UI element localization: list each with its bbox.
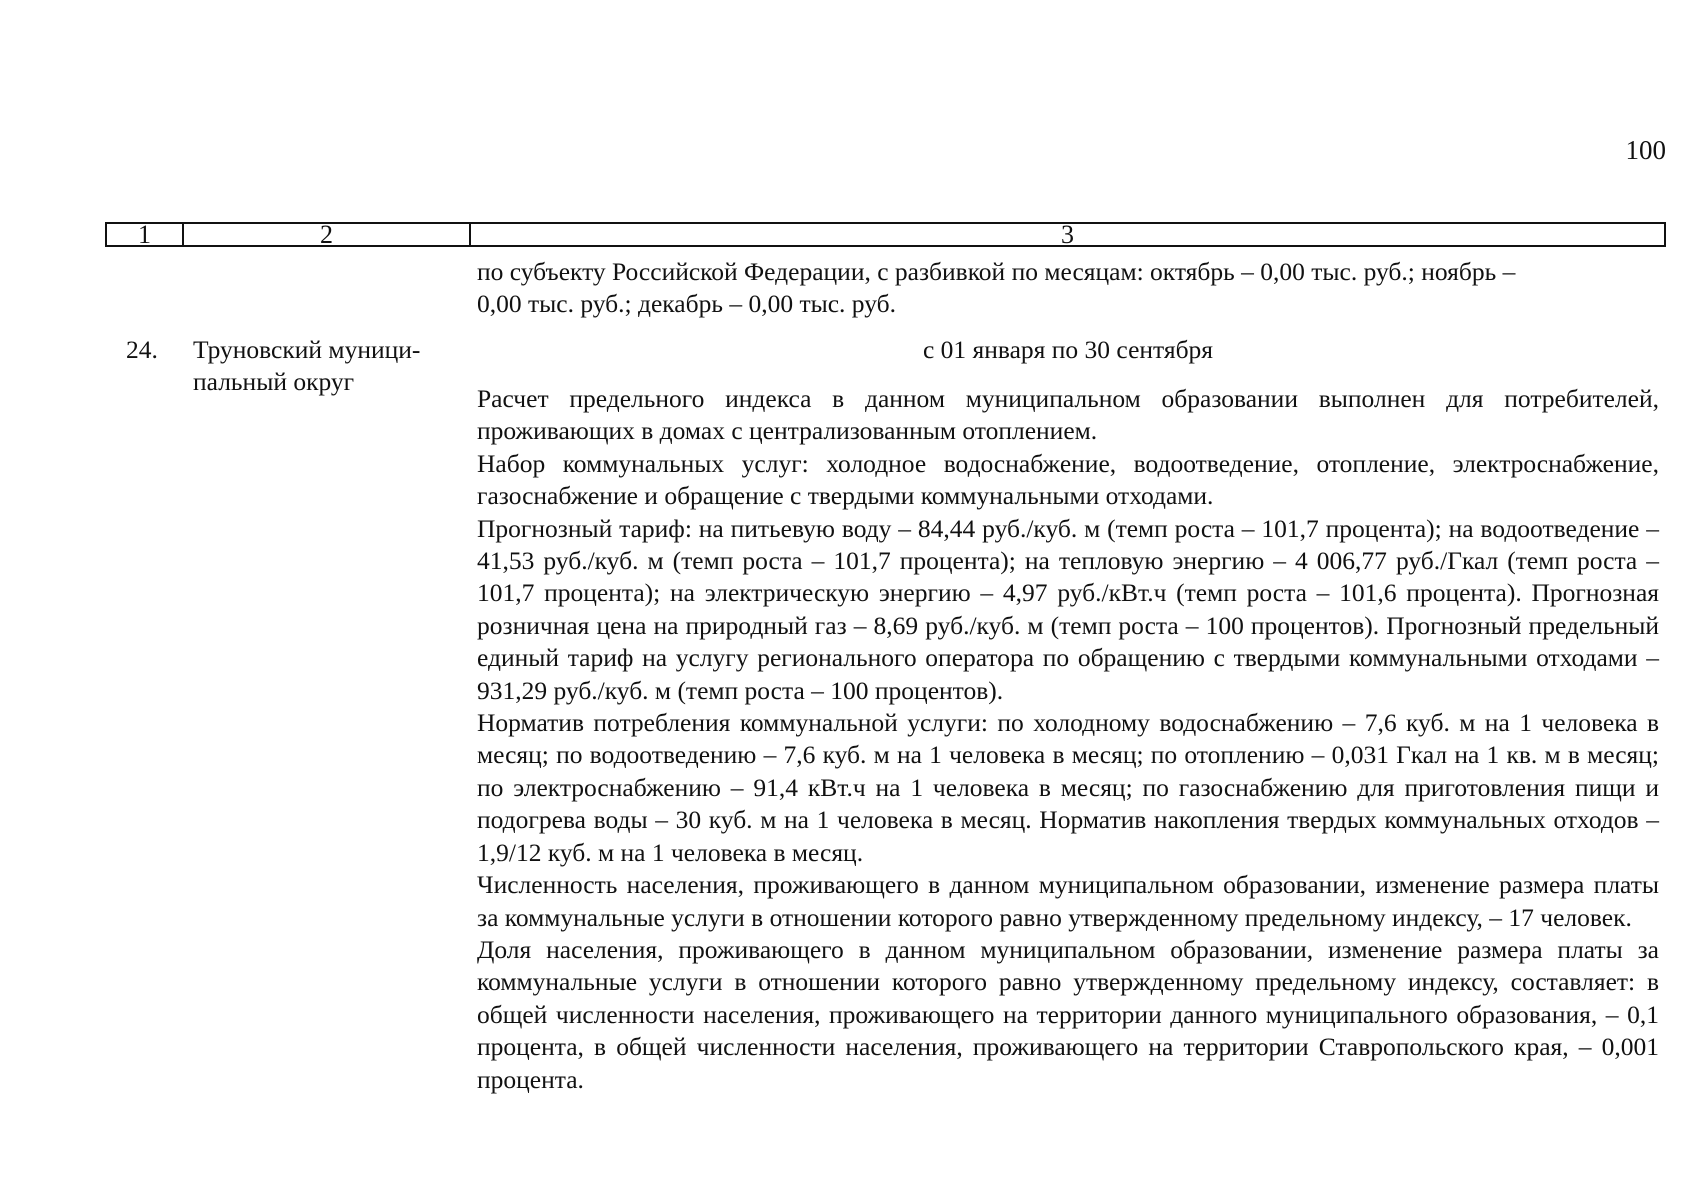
table-header-col-1: 1	[107, 224, 184, 245]
page-number: 100	[1625, 135, 1666, 165]
continuation-line: по субъекту Российской Федерации, с разбивкой по месяцам: октябрь – 0,00 тыс. руб.; ноябрь –	[477, 257, 1516, 286]
table-header-col-3: 3	[1061, 220, 1074, 249]
paragraph-calculation: Расчет предельного индекса в данном муниципальном образовании выполнен для потребителей, проживающих в домах с централизованным отоплением.	[477, 384, 1659, 446]
paragraph-services: Набор коммунальных услуг: холодное водоснабжение, водоотведение, отопление, электроснабжение, газоснабжение и обращение с твердыми коммунальными отходами.	[477, 448, 1659, 511]
municipality-name-line: Труновский муници-	[193, 335, 421, 364]
table-header-row	[105, 222, 1666, 247]
continuation-line: 0,00 тыс. руб.; декабрь – 0,00 тыс. руб.	[477, 289, 896, 319]
paragraph-share: Доля населения, проживающего в данном муниципальном образовании, изменение размера платы за коммунальные услуги в отношении которого равно утвержденному предельному индексу, составляет: в общей численности населения, проживающего на территории данного муниципального образования, – 0,1 процента, в общей численности населения, проживающего на территории Ставропольского края, – 0,001 процента.	[477, 934, 1659, 1094]
municipality-name	[193, 334, 455, 398]
municipality-name-line: пальный округ	[193, 367, 355, 396]
paragraph-population: Численность населения, проживающего в данном муниципальном образовании, изменение размера платы за коммунальные услуги в отношении которого равно утвержденному предельному индексу, – 17 человек.	[477, 870, 1659, 932]
table-header-col-2: 2	[184, 224, 471, 245]
paragraph-tariffs: Прогнозный тариф: на питьевую воду – 84,44 руб./куб. м (темп роста – 101,7 процента); на водоотведение – 41,53 руб./куб. м (темп роста – 101,7 процента); на тепловую энергию – 4 006,77 руб./Гкал (темп роста – 101,7 процента); на электрическую энергию – 4,97 руб./кВт.ч (темп роста – 101,6 процента). Прогнозная розничная цена на природный газ – 8,69 руб./куб. м (темп роста – 100 процентов). Прогнозный предельный единый тариф на услугу регионального оператора по обращению с твердыми коммунальными отходами – 931,29 руб./куб. м (темп роста – 100 процентов).	[477, 513, 1659, 705]
paragraph-norms: Норматив потребления коммунальной услуги: по холодному водоснабжению – 7,6 куб. м на 1 человека в месяц; по водоотведению – 7,6 куб. м на 1 человека в месяц; по отоплению – 0,031 Гкал на 1 кв. м в месяц; по электроснабжению – 91,4 кВт.ч на 1 человека в месяц; по газоснабжению для приготовления пищи и подогрева воды – 30 куб. м на 1 человека в месяц. Норматив накопления твердых коммунальных отходов – 1,9/12 куб. м на 1 человека в месяц.	[477, 708, 1659, 867]
continuation-text	[477, 256, 1659, 321]
row-number: 24.	[126, 335, 158, 364]
period-heading: с 01 января по 30 сентября	[922, 335, 1214, 364]
row-description	[477, 383, 1659, 1096]
